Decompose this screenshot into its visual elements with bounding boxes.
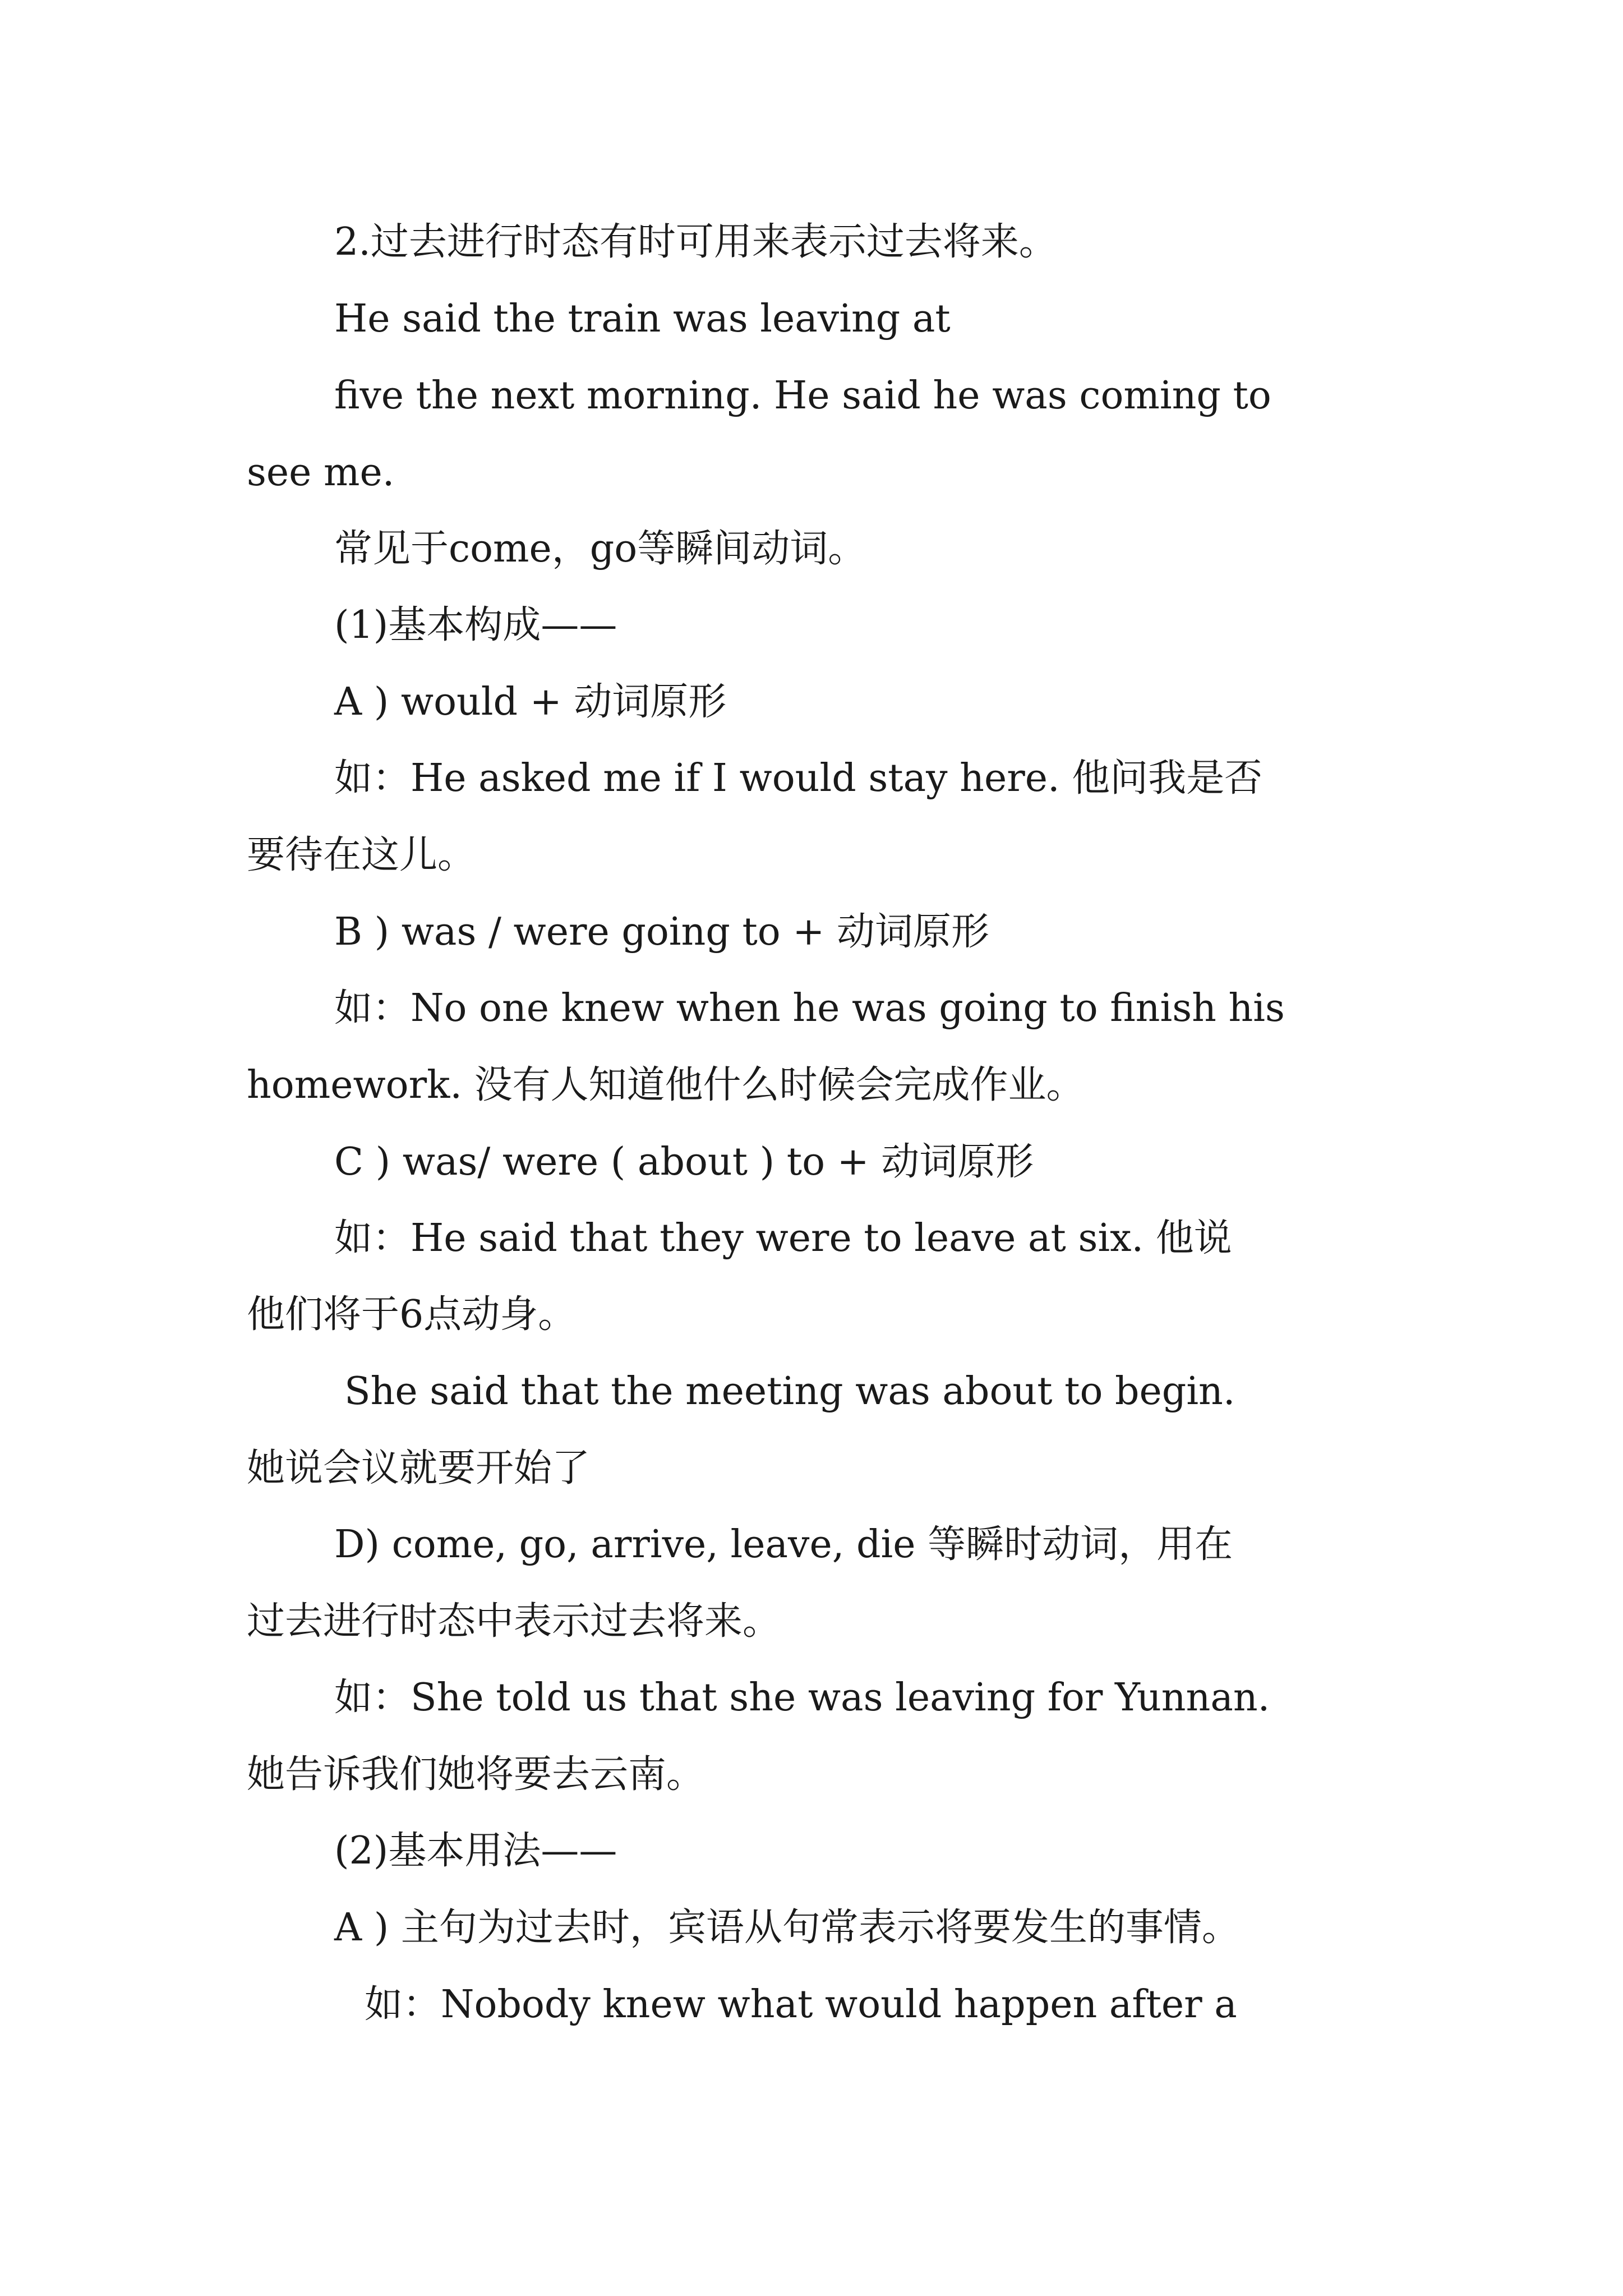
text-line-10: B ) was / were going to + 动词原形 — [334, 910, 989, 954]
text-line-16: She said that the meeting was about to begin. — [344, 1369, 1235, 1414]
text-line-12: homework. 没有人知道他什么时候会完成作业。 — [247, 1063, 1085, 1107]
text-line-6: (1)基本构成—— — [334, 603, 617, 647]
text-line-21: 她告诉我们她将要去云南。 — [247, 1752, 705, 1797]
text-line-19: 过去进行时态中表示过去将来。 — [247, 1599, 781, 1644]
text-line-11: 如：No one knew when he was going to finish his — [334, 986, 1285, 1030]
text-line-1: 2.过去进行时态有时可用来表示过去将来。 — [334, 220, 1057, 264]
text-line-5: 常见于come，go等瞬间动词。 — [334, 527, 866, 571]
text-line-2: He said the train was leaving at — [334, 297, 951, 341]
text-line-24: 如：Nobody knew what would happen after a — [365, 1982, 1237, 2027]
text-line-7: A ) would + 动词原形 — [334, 680, 727, 724]
text-line-18: D) come, go, arrive, leave, die 等瞬时动词，用在 — [334, 1522, 1233, 1567]
text-line-8: 如：He asked me if I would stay here. 他问我是否 — [334, 756, 1263, 800]
text-line-20: 如：She told us that she was leaving for Yunnan. — [334, 1676, 1270, 1720]
text-line-4: see me. — [247, 450, 395, 495]
text-line-22: (2)基本用法—— — [334, 1829, 617, 1873]
text-line-3: five the next morning. He said he was coming to — [334, 374, 1271, 418]
text-line-14: 如：He said that they were to leave at six. 他说 — [334, 1216, 1232, 1260]
text-line-17: 她说会议就要开始了 — [247, 1446, 591, 1490]
text-line-9: 要待在这儿。 — [247, 833, 476, 877]
text-line-23: A ) 主句为过去时，宾语从句常表示将要发生的事情。 — [334, 1906, 1240, 1950]
text-line-15: 他们将于6点动身。 — [247, 1292, 577, 1337]
text-line-13: C ) was/ were ( about ) to + 动词原形 — [334, 1140, 1034, 1184]
